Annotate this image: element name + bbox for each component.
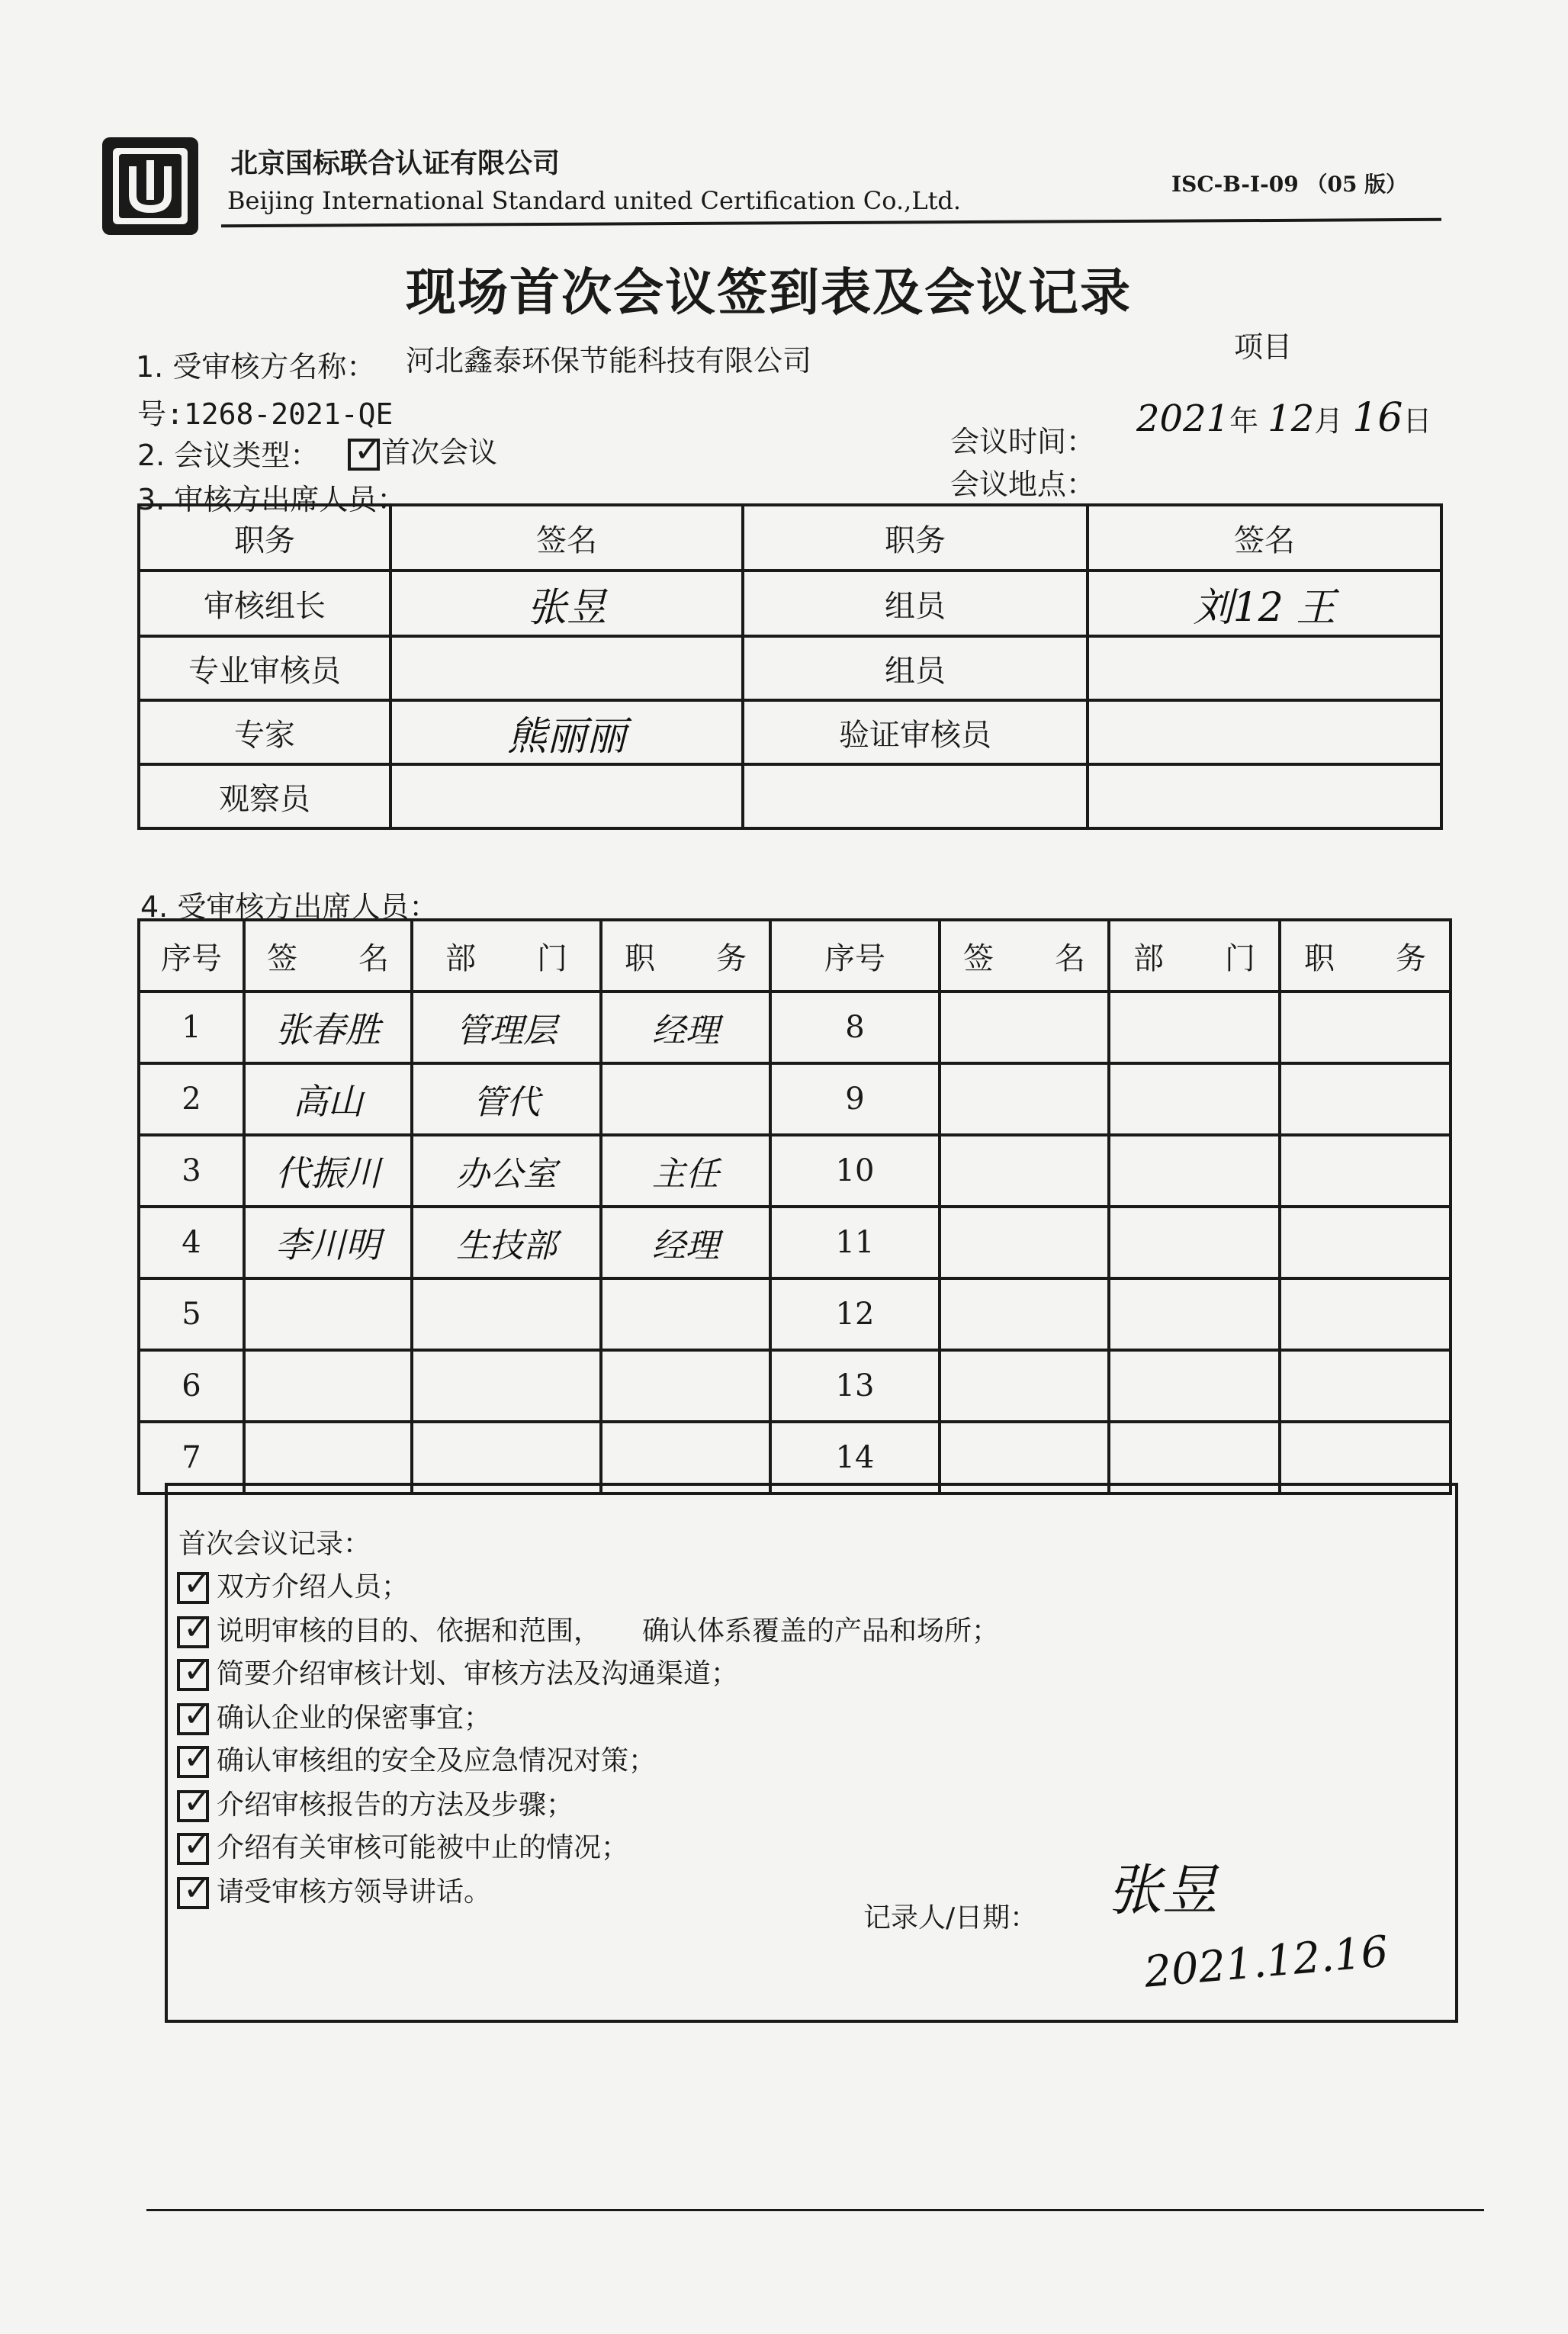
audit-team-section-label: 3. 审核方出席人员： [137,483,406,516]
day-unit: 日 [1403,404,1432,438]
role-cell: 专业审核员 [139,636,390,700]
auditee-row [139,1135,1451,1207]
position-cell: 经理 [601,1207,770,1278]
recorder-date: 2021.12.16 [1142,1927,1390,1998]
auditee-row [139,1278,1451,1350]
row-number: 11 [770,1207,940,1278]
audit-team-row [139,764,1441,828]
date-year: 2021 [1136,397,1230,440]
checkbox-checked-icon [177,1877,209,1909]
auditee-team-table [137,918,1452,1495]
header-signature-1: 签名 [390,505,743,571]
position-cell [1280,1278,1451,1350]
record-item-text: 双方介绍人员； [217,1571,410,1603]
recorder-signature: 张昱 [1107,1858,1218,1922]
auditee-row [139,1063,1451,1135]
auditee-name: 河北鑫泰环保节能科技有限公司 [406,344,812,378]
signature-cell: 李川明 [244,1207,412,1278]
position-cell [601,1278,770,1350]
header-role-1: 职务 [139,505,390,571]
record-item [177,1870,491,1909]
record-item [177,1696,491,1735]
signature-cell [1088,764,1441,828]
position-cell [1280,1207,1451,1278]
signature-cell: 刘12 王 [1088,571,1441,636]
company-logo [101,136,200,236]
row-number: 9 [770,1063,940,1135]
signature-cell [940,1207,1109,1278]
signature-cell: 代振川 [244,1135,412,1207]
signature-cell [940,1278,1109,1350]
header-position-2: 职 务 [1280,920,1451,992]
signature-cell: 高山 [244,1063,412,1135]
department-cell: 办公室 [412,1135,601,1207]
checkbox-checked-icon [177,1572,209,1604]
record-item [177,1609,999,1648]
row-number: 2 [139,1063,244,1135]
record-item [177,1565,409,1604]
meeting-type-option [348,429,497,471]
date-month: 12 [1268,397,1315,440]
company-name-en: Beijing International Standard united Certification Co.,Ltd. [227,186,962,215]
role-cell: 验证审核员 [743,700,1088,764]
signature-cell [244,1278,412,1350]
signature-cell [1088,636,1441,700]
role-cell: 观察员 [139,764,390,828]
company-name-cn: 北京国标联合认证有限公司 [230,148,561,179]
department-cell [1109,1207,1280,1278]
checkbox-checked-icon [348,439,380,471]
row-number: 12 [770,1278,940,1350]
page-title: 现场首次会议签到表及会议记录 [406,263,1132,322]
month-unit: 月 [1314,404,1344,438]
department-cell: 管代 [412,1063,601,1135]
meeting-date [1136,395,1431,441]
signature-cell [390,636,743,700]
auditee-team-section-label: 4. 受审核方出席人员： [140,890,439,924]
record-item-text: 确认企业的保密事宜； [217,1702,492,1734]
row-number: 13 [770,1350,940,1422]
bottom-rule [146,2209,1484,2211]
row-number: 14 [770,1422,940,1493]
checkbox-checked-icon [177,1616,209,1648]
position-cell: 主任 [601,1135,770,1207]
record-item-text: 确认审核组的安全及应急情况对策； [217,1745,657,1776]
audit-team-row [139,700,1441,764]
auditee-header-row [139,920,1451,992]
department-cell [412,1278,601,1350]
header-rule [221,218,1441,227]
row-number: 4 [139,1207,244,1278]
record-item-text: 介绍有关审核可能被中止的情况； [217,1832,629,1863]
record-item [177,1826,628,1865]
signature-cell: 张春胜 [244,992,412,1063]
signature-cell: 张昱 [390,571,743,636]
header-number-1: 序号 [139,920,244,992]
department-cell [1109,1063,1280,1135]
row-number: 1 [139,992,244,1063]
department-cell [1109,1135,1280,1207]
department-cell: 管理层 [412,992,601,1063]
position-cell: 经理 [601,992,770,1063]
header-department-2: 部 门 [1109,920,1280,992]
record-item [177,1783,574,1822]
signature-cell [940,1063,1109,1135]
auditee-row [139,1350,1451,1422]
position-cell [1280,1063,1451,1135]
checkbox-checked-icon [177,1746,209,1778]
record-item-text: 介绍审核报告的方法及步骤； [217,1789,574,1821]
department-cell [412,1350,601,1422]
audit-team-header-row [139,505,1441,571]
auditee-row [139,1207,1451,1278]
auditee-row [139,992,1451,1063]
header-signature-2: 签名 [1088,505,1441,571]
recorder-label: 记录人/日期： [863,1902,1038,1934]
signature-cell [390,764,743,828]
audit-team-row [139,571,1441,636]
header-position-1: 职 务 [601,920,770,992]
project-label: 项目 [1234,330,1293,364]
header-number-2: 序号 [770,920,940,992]
meeting-type-value: 首次会议 [381,436,498,469]
auditee-label: 1. 受审核方名称： [136,350,376,384]
signature-cell [244,1350,412,1422]
signature-cell [940,1350,1109,1422]
date-day: 16 [1352,395,1403,441]
signature-cell: 熊丽丽 [390,700,743,764]
signature-cell [1088,700,1441,764]
role-cell: 组员 [743,571,1088,636]
year-unit: 年 [1229,404,1259,438]
row-number: 10 [770,1135,940,1207]
record-item-text: 请受审核方领导讲话。 [217,1876,492,1908]
header-role-2: 职务 [743,505,1088,571]
role-cell: 审核组长 [139,571,390,636]
header-department-1: 部 门 [412,920,601,992]
form-code: ISC-B-I-09 （05 版） [1171,172,1408,197]
checkbox-checked-icon [177,1703,209,1735]
header-signature-1: 签 名 [244,920,412,992]
department-cell [1109,1278,1280,1350]
record-item [177,1739,656,1778]
role-cell: 组员 [743,636,1088,700]
department-cell [1109,1350,1280,1422]
record-item-text: 说明审核的目的、依据和范围， 确认体系覆盖的产品和场所； [217,1615,1000,1647]
record-item-text: 简要介绍审核计划、审核方法及沟通渠道； [217,1658,739,1689]
record-item [177,1652,738,1691]
meeting-place-label: 会议地点： [950,468,1096,501]
row-number: 6 [139,1350,244,1422]
row-number: 7 [139,1422,244,1493]
position-cell [1280,1135,1451,1207]
row-number: 5 [139,1278,244,1350]
position-cell [601,1350,770,1422]
signature-cell [940,992,1109,1063]
audit-team-row [139,636,1441,700]
header-signature-2: 签 名 [940,920,1109,992]
signature-cell [940,1135,1109,1207]
project-number: 号:1268-2021-QE [137,397,394,431]
role-cell: 专家 [139,700,390,764]
meeting-time-label: 会议时间： [950,425,1096,458]
checkbox-checked-icon [177,1790,209,1822]
department-cell: 生技部 [412,1207,601,1278]
meeting-record-title: 首次会议记录： [178,1529,371,1560]
row-number: 3 [139,1135,244,1207]
position-cell [601,1063,770,1135]
position-cell [1280,992,1451,1063]
checkbox-checked-icon [177,1659,209,1691]
checkbox-checked-icon [177,1833,209,1865]
meeting-type-label: 2. 会议类型： [137,439,320,472]
audit-team-table [137,503,1443,830]
row-number: 8 [770,992,940,1063]
role-cell [743,764,1088,828]
position-cell [1280,1350,1451,1422]
department-cell [1109,992,1280,1063]
